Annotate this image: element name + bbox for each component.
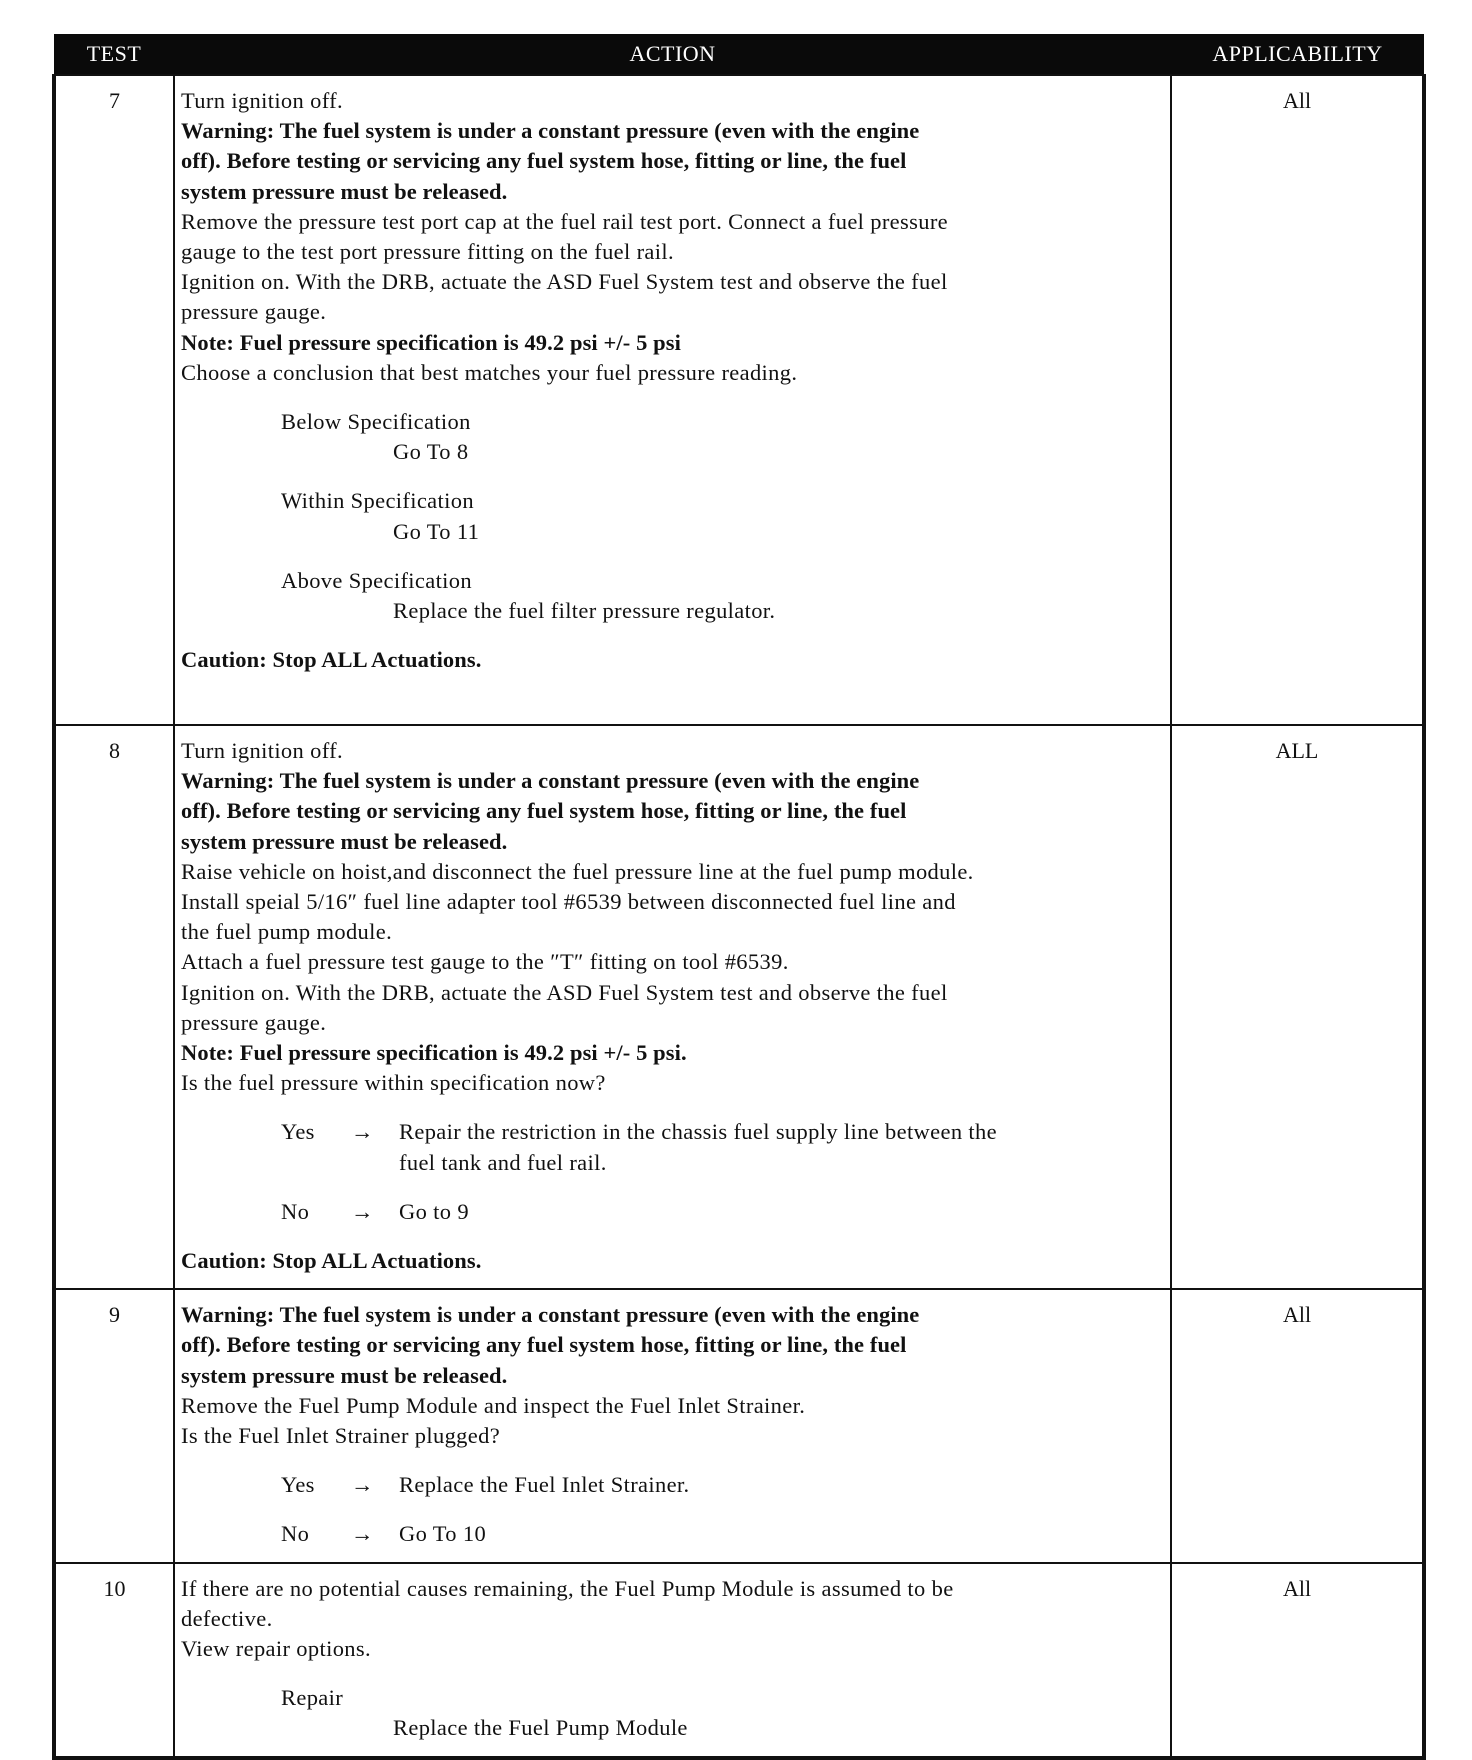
- warning-note: [181, 328, 1166, 358]
- instruction-text: [181, 857, 1166, 887]
- instruction-text: [181, 947, 1166, 977]
- arrow-icon: →: [351, 1521, 374, 1547]
- header-action: ACTION: [174, 34, 1171, 75]
- applicability: All: [1171, 1289, 1424, 1562]
- option-label: Repair: [281, 1685, 344, 1711]
- answer-option: [181, 1519, 1166, 1549]
- text-line: Choose a conclusion that best matches your fuel pressure reading.: [181, 359, 798, 385]
- instruction-text: [181, 1391, 1166, 1421]
- text-line: If there are no potential causes remaining, the Fuel Pump Module is assumed to be: [181, 1575, 954, 1601]
- option-label: Within Specification: [281, 488, 474, 514]
- table-row: [54, 725, 1424, 1289]
- text-line: Warning: The fuel system is under a constant pressure (even with the engine: [181, 118, 920, 144]
- option-label: Above Specification: [281, 567, 472, 593]
- option-label: Below Specification: [281, 409, 471, 435]
- instruction-text: [181, 736, 1166, 766]
- text-line: Remove the pressure test port cap at the fuel rail test port. Connect a fuel pressure: [181, 208, 948, 234]
- test-number: 8: [54, 725, 174, 1289]
- instruction-text: [181, 1421, 1166, 1451]
- instruction-text: [181, 1574, 1166, 1634]
- answer-result: [399, 1470, 689, 1500]
- diagnostic-test-table: [52, 34, 1426, 1760]
- action-cell: [174, 1563, 1171, 1758]
- option-result: Replace the fuel filter pressure regulator.: [393, 598, 776, 624]
- instruction-text: [181, 267, 1166, 327]
- text-line: Is the Fuel Inlet Strainer plugged?: [181, 1423, 501, 1449]
- applicability: All: [1171, 75, 1424, 725]
- test-number: 10: [54, 1563, 174, 1758]
- text-line: Note: Fuel pressure specification is 49.2 psi +/- 5 psi: [181, 329, 681, 355]
- answer-option: [181, 1117, 1166, 1177]
- text-line: gauge to the test port pressure fitting on the fuel rail.: [181, 239, 674, 265]
- answer-option: [181, 1470, 1166, 1500]
- answer-result: [399, 1117, 997, 1177]
- table-header: [54, 34, 1424, 75]
- header-test: TEST: [54, 34, 174, 75]
- text-line: Replace the Fuel Inlet Strainer.: [399, 1472, 690, 1498]
- table-row: [54, 1289, 1424, 1562]
- test-number: 7: [54, 75, 174, 725]
- answer-result: [399, 1519, 486, 1549]
- applicability: All: [1171, 1563, 1424, 1758]
- instruction-text: [181, 1634, 1166, 1664]
- caution-note: [181, 1246, 1166, 1276]
- text-line: Ignition on. With the DRB, actuate the ASD Fuel System test and observe the fuel: [181, 269, 948, 295]
- warning-note: [181, 1038, 1166, 1068]
- warning-note: [181, 766, 1166, 857]
- text-line: Remove the Fuel Pump Module and inspect the Fuel Inlet Strainer.: [181, 1392, 806, 1418]
- text-line: the fuel pump module.: [181, 919, 393, 945]
- text-line: off). Before testing or servicing any fuel system hose, fitting or line, the fuel: [181, 1332, 907, 1358]
- text-line: Install speial 5/16″ fuel line adapter tool #6539 between disconnected fuel line and: [181, 889, 956, 915]
- warning-note: [181, 116, 1166, 207]
- option-result: Replace the Fuel Pump Module: [393, 1715, 688, 1741]
- instruction-text: [181, 358, 1166, 388]
- instruction-text: [181, 978, 1166, 1038]
- text-line: Warning: The fuel system is under a constant pressure (even with the engine: [181, 1302, 920, 1328]
- text-line: Turn ignition off.: [181, 738, 343, 763]
- action-cell: [174, 1289, 1171, 1562]
- conclusion-option: [181, 486, 1166, 546]
- text-line: Turn ignition off.: [181, 88, 343, 113]
- answer-label: Yes: [281, 1472, 315, 1498]
- instruction-text: [181, 207, 1166, 267]
- caution-note: [181, 645, 1166, 675]
- text-line: Note: Fuel pressure specification is 49.2 psi +/- 5 psi.: [181, 1040, 687, 1066]
- option-result: Go To 8: [393, 439, 469, 465]
- text-line: fuel tank and fuel rail.: [399, 1149, 607, 1175]
- table-row: [54, 75, 1424, 725]
- header-applicability: APPLICABILITY: [1171, 34, 1424, 75]
- instruction-text: [181, 887, 1166, 947]
- answer-label: Yes: [281, 1119, 315, 1145]
- applicability: ALL: [1171, 725, 1424, 1289]
- text-line: off). Before testing or servicing any fuel system hose, fitting or line, the fuel: [181, 798, 907, 824]
- text-line: system pressure must be released.: [181, 1362, 508, 1388]
- answer-label: No: [281, 1521, 310, 1547]
- text-line: off). Before testing or servicing any fuel system hose, fitting or line, the fuel: [181, 148, 907, 174]
- arrow-icon: →: [351, 1198, 374, 1224]
- instruction-text: [181, 1068, 1166, 1098]
- conclusion-option: [181, 566, 1166, 626]
- text-line: defective.: [181, 1605, 273, 1631]
- text-line: Is the fuel pressure within specification now?: [181, 1070, 606, 1096]
- text-line: View repair options.: [181, 1636, 371, 1662]
- text-line: Caution: Stop ALL Actuations.: [181, 647, 482, 673]
- text-line: Ignition on. With the DRB, actuate the ASD Fuel System test and observe the fuel: [181, 979, 948, 1005]
- table-row: [54, 1563, 1424, 1758]
- text-line: Caution: Stop ALL Actuations.: [181, 1248, 482, 1274]
- instruction-text: [181, 86, 1166, 116]
- text-line: Repair the restriction in the chassis fuel supply line between the: [399, 1119, 997, 1145]
- answer-option: [181, 1197, 1166, 1227]
- text-line: Go to 9: [399, 1198, 469, 1224]
- answer-result: [399, 1197, 469, 1227]
- text-line: Go To 10: [399, 1521, 487, 1547]
- arrow-icon: →: [351, 1119, 374, 1145]
- text-line: system pressure must be released.: [181, 178, 508, 204]
- text-line: pressure gauge.: [181, 299, 327, 325]
- conclusion-option: [181, 407, 1166, 467]
- text-line: Warning: The fuel system is under a constant pressure (even with the engine: [181, 768, 920, 794]
- text-line: Raise vehicle on hoist,and disconnect the fuel pressure line at the fuel pump module.: [181, 858, 974, 884]
- action-cell: [174, 725, 1171, 1289]
- arrow-icon: →: [351, 1472, 374, 1498]
- option-result: Go To 11: [393, 518, 480, 544]
- text-line: system pressure must be released.: [181, 828, 508, 854]
- conclusion-option: [181, 1683, 1166, 1743]
- warning-note: [181, 1300, 1166, 1391]
- answer-label: No: [281, 1198, 310, 1224]
- test-number: 9: [54, 1289, 174, 1562]
- text-line: Attach a fuel pressure test gauge to the ″T″ fitting on tool #6539.: [181, 949, 789, 975]
- text-line: pressure gauge.: [181, 1009, 327, 1035]
- action-cell: [174, 75, 1171, 725]
